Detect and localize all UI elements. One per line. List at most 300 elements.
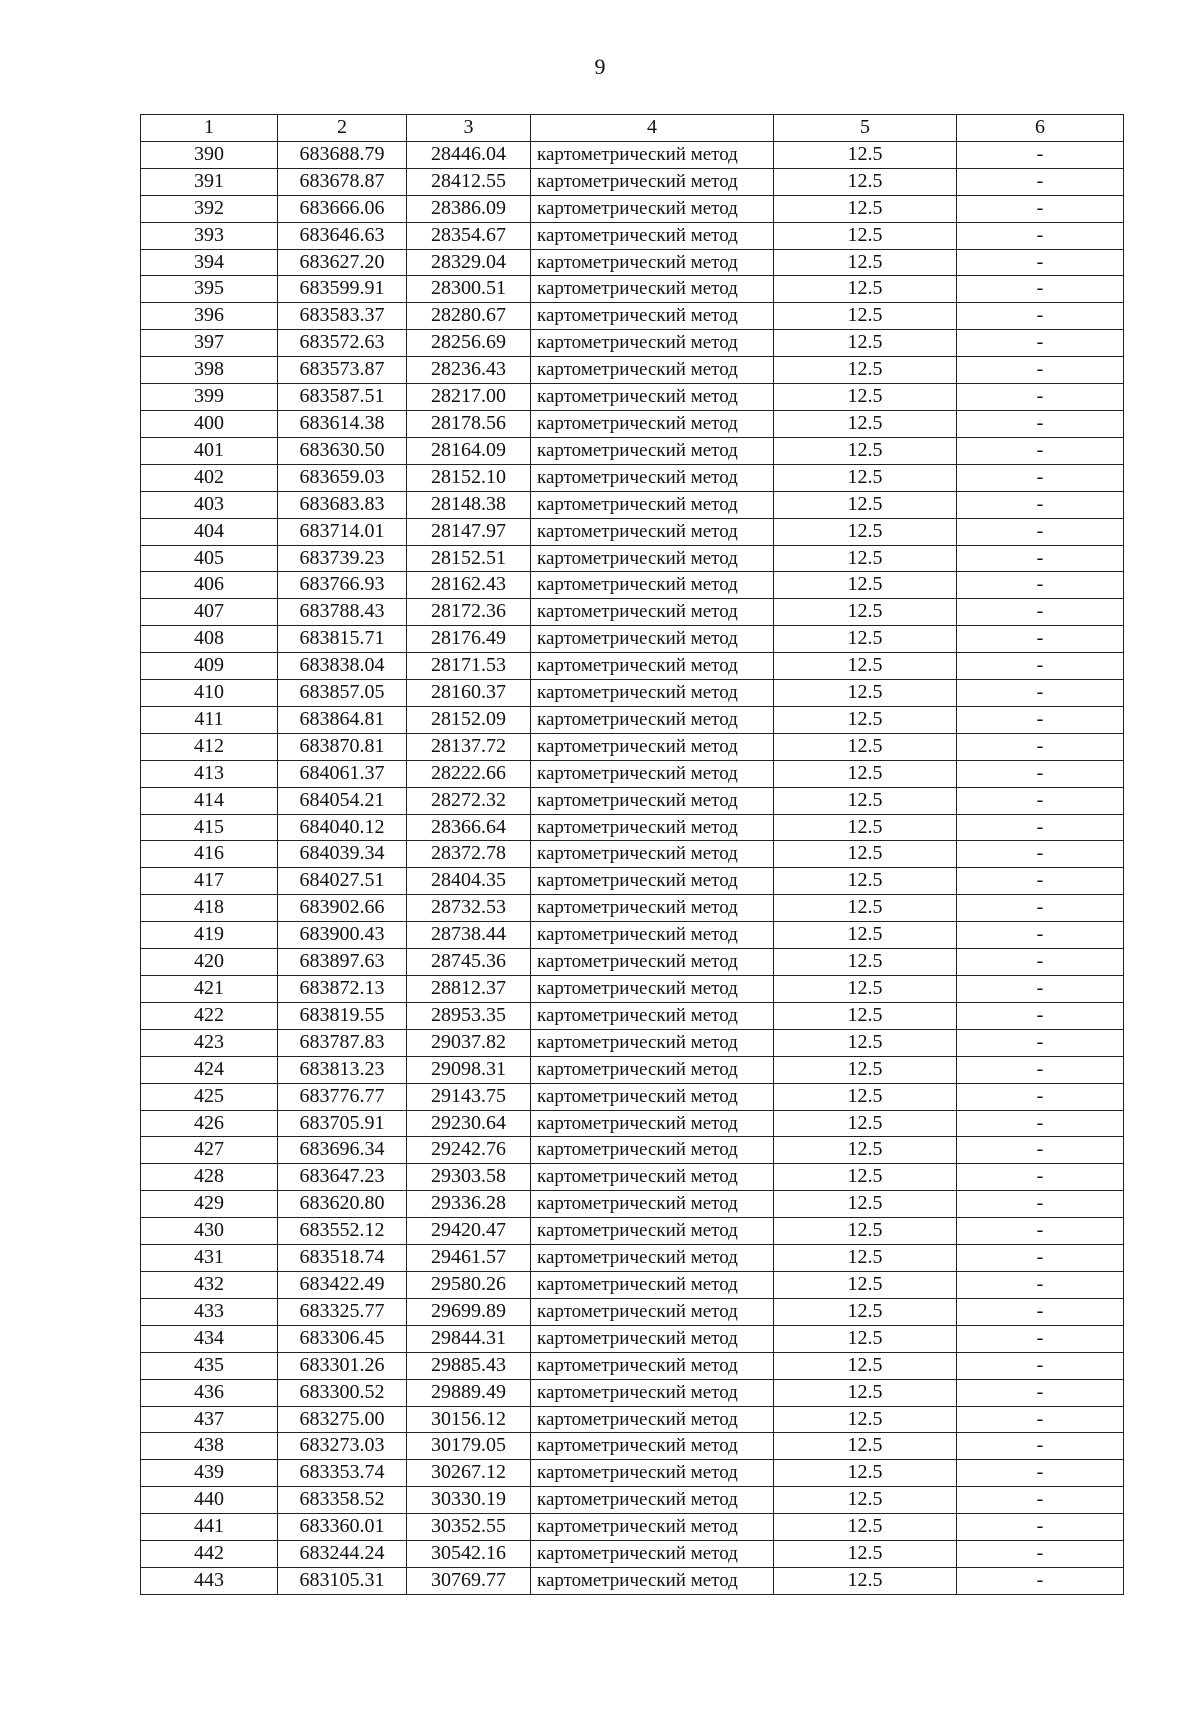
table-row — [141, 949, 1124, 976]
method-cell: картометрический метод — [531, 1164, 774, 1191]
point-number-cell: 397 — [141, 330, 278, 357]
accuracy-cell: 12.5 — [774, 384, 957, 411]
table-row — [141, 706, 1124, 733]
accuracy-cell: 12.5 — [774, 841, 957, 868]
description-cell: - — [957, 1298, 1124, 1325]
point-number-cell: 398 — [141, 357, 278, 384]
column-header-2: 2 — [278, 115, 407, 142]
accuracy-cell: 12.5 — [774, 680, 957, 707]
point-number-cell: 390 — [141, 141, 278, 168]
accuracy-cell: 12.5 — [774, 1245, 957, 1272]
description-cell: - — [957, 141, 1124, 168]
y-coordinate-cell: 28280.67 — [407, 303, 531, 330]
method-cell: картометрический метод — [531, 760, 774, 787]
point-number-cell: 420 — [141, 949, 278, 976]
description-cell: - — [957, 1379, 1124, 1406]
y-coordinate-cell: 30542.16 — [407, 1541, 531, 1568]
x-coordinate-cell: 683244.24 — [278, 1541, 407, 1568]
accuracy-cell: 12.5 — [774, 814, 957, 841]
table-row — [141, 330, 1124, 357]
description-cell: - — [957, 1271, 1124, 1298]
table-row — [141, 545, 1124, 572]
method-cell: картометрический метод — [531, 653, 774, 680]
accuracy-cell: 12.5 — [774, 868, 957, 895]
table-row — [141, 1541, 1124, 1568]
header-row — [141, 115, 1124, 142]
column-header-5: 5 — [774, 115, 957, 142]
table-row — [141, 1298, 1124, 1325]
point-number-cell: 416 — [141, 841, 278, 868]
accuracy-cell: 12.5 — [774, 1541, 957, 1568]
description-cell: - — [957, 384, 1124, 411]
point-number-cell: 408 — [141, 626, 278, 653]
point-number-cell: 414 — [141, 787, 278, 814]
y-coordinate-cell: 30156.12 — [407, 1406, 531, 1433]
y-coordinate-cell: 29580.26 — [407, 1271, 531, 1298]
point-number-cell: 438 — [141, 1433, 278, 1460]
description-cell: - — [957, 841, 1124, 868]
x-coordinate-cell: 683300.52 — [278, 1379, 407, 1406]
table-row — [141, 680, 1124, 707]
x-coordinate-cell: 683358.52 — [278, 1487, 407, 1514]
y-coordinate-cell: 28412.55 — [407, 168, 531, 195]
x-coordinate-cell: 683787.83 — [278, 1029, 407, 1056]
description-cell: - — [957, 922, 1124, 949]
y-coordinate-cell: 28446.04 — [407, 141, 531, 168]
x-coordinate-cell: 683620.80 — [278, 1191, 407, 1218]
x-coordinate-cell: 683353.74 — [278, 1460, 407, 1487]
accuracy-cell: 12.5 — [774, 1029, 957, 1056]
accuracy-cell: 12.5 — [774, 976, 957, 1003]
description-cell: - — [957, 1567, 1124, 1594]
method-cell: картометрический метод — [531, 1298, 774, 1325]
point-number-cell: 427 — [141, 1137, 278, 1164]
description-cell: - — [957, 330, 1124, 357]
table-row — [141, 1514, 1124, 1541]
y-coordinate-cell: 29461.57 — [407, 1245, 531, 1272]
method-cell: картометрический метод — [531, 1379, 774, 1406]
accuracy-cell: 12.5 — [774, 599, 957, 626]
column-header-1: 1 — [141, 115, 278, 142]
x-coordinate-cell: 683646.63 — [278, 222, 407, 249]
method-cell: картометрический метод — [531, 841, 774, 868]
x-coordinate-cell: 684054.21 — [278, 787, 407, 814]
x-coordinate-cell: 683900.43 — [278, 922, 407, 949]
x-coordinate-cell: 683301.26 — [278, 1352, 407, 1379]
table-row — [141, 1110, 1124, 1137]
accuracy-cell: 12.5 — [774, 357, 957, 384]
method-cell: картометрический метод — [531, 949, 774, 976]
method-cell: картометрический метод — [531, 895, 774, 922]
description-cell: - — [957, 626, 1124, 653]
point-number-cell: 436 — [141, 1379, 278, 1406]
accuracy-cell: 12.5 — [774, 706, 957, 733]
table-row — [141, 814, 1124, 841]
method-cell: картометрический метод — [531, 1406, 774, 1433]
point-number-cell: 435 — [141, 1352, 278, 1379]
point-number-cell: 395 — [141, 276, 278, 303]
x-coordinate-cell: 683647.23 — [278, 1164, 407, 1191]
y-coordinate-cell: 28732.53 — [407, 895, 531, 922]
point-number-cell: 396 — [141, 303, 278, 330]
accuracy-cell: 12.5 — [774, 895, 957, 922]
table-row — [141, 1164, 1124, 1191]
point-number-cell: 407 — [141, 599, 278, 626]
method-cell: картометрический метод — [531, 491, 774, 518]
table-row — [141, 303, 1124, 330]
y-coordinate-cell: 30267.12 — [407, 1460, 531, 1487]
point-number-cell: 429 — [141, 1191, 278, 1218]
method-cell: картометрический метод — [531, 330, 774, 357]
accuracy-cell: 12.5 — [774, 1056, 957, 1083]
x-coordinate-cell: 683572.63 — [278, 330, 407, 357]
accuracy-cell: 12.5 — [774, 1083, 957, 1110]
x-coordinate-cell: 683870.81 — [278, 733, 407, 760]
point-number-cell: 419 — [141, 922, 278, 949]
description-cell: - — [957, 1514, 1124, 1541]
method-cell: картометрический метод — [531, 249, 774, 276]
y-coordinate-cell: 28152.51 — [407, 545, 531, 572]
y-coordinate-cell: 28217.00 — [407, 384, 531, 411]
x-coordinate-cell: 683813.23 — [278, 1056, 407, 1083]
y-coordinate-cell: 28152.09 — [407, 706, 531, 733]
point-number-cell: 405 — [141, 545, 278, 572]
description-cell: - — [957, 680, 1124, 707]
point-number-cell: 430 — [141, 1218, 278, 1245]
description-cell: - — [957, 1191, 1124, 1218]
accuracy-cell: 12.5 — [774, 545, 957, 572]
table-row — [141, 1325, 1124, 1352]
description-cell: - — [957, 1110, 1124, 1137]
description-cell: - — [957, 760, 1124, 787]
table-row — [141, 1379, 1124, 1406]
point-number-cell: 392 — [141, 195, 278, 222]
point-number-cell: 428 — [141, 1164, 278, 1191]
x-coordinate-cell: 683705.91 — [278, 1110, 407, 1137]
table-row — [141, 1191, 1124, 1218]
method-cell: картометрический метод — [531, 1137, 774, 1164]
y-coordinate-cell: 28354.67 — [407, 222, 531, 249]
point-number-cell: 424 — [141, 1056, 278, 1083]
x-coordinate-cell: 683552.12 — [278, 1218, 407, 1245]
x-coordinate-cell: 683897.63 — [278, 949, 407, 976]
y-coordinate-cell: 28236.43 — [407, 357, 531, 384]
description-cell: - — [957, 222, 1124, 249]
method-cell: картометрический метод — [531, 572, 774, 599]
y-coordinate-cell: 28329.04 — [407, 249, 531, 276]
description-cell: - — [957, 518, 1124, 545]
table-row — [141, 895, 1124, 922]
table-body — [141, 141, 1124, 1594]
table-row — [141, 1567, 1124, 1594]
accuracy-cell: 12.5 — [774, 1271, 957, 1298]
method-cell: картометрический метод — [531, 384, 774, 411]
description-cell: - — [957, 249, 1124, 276]
description-cell: - — [957, 168, 1124, 195]
accuracy-cell: 12.5 — [774, 653, 957, 680]
method-cell: картометрический метод — [531, 410, 774, 437]
y-coordinate-cell: 28178.56 — [407, 410, 531, 437]
y-coordinate-cell: 28745.36 — [407, 949, 531, 976]
description-cell: - — [957, 195, 1124, 222]
accuracy-cell: 12.5 — [774, 1325, 957, 1352]
table-row — [141, 976, 1124, 1003]
table-row — [141, 1460, 1124, 1487]
point-number-cell: 442 — [141, 1541, 278, 1568]
description-cell: - — [957, 276, 1124, 303]
x-coordinate-cell: 683614.38 — [278, 410, 407, 437]
accuracy-cell: 12.5 — [774, 1110, 957, 1137]
method-cell: картометрический метод — [531, 787, 774, 814]
description-cell: - — [957, 1460, 1124, 1487]
accuracy-cell: 12.5 — [774, 1191, 957, 1218]
accuracy-cell: 12.5 — [774, 195, 957, 222]
method-cell: картометрический метод — [531, 976, 774, 1003]
description-cell: - — [957, 895, 1124, 922]
accuracy-cell: 12.5 — [774, 303, 957, 330]
accuracy-cell: 12.5 — [774, 1002, 957, 1029]
point-number-cell: 391 — [141, 168, 278, 195]
y-coordinate-cell: 29844.31 — [407, 1325, 531, 1352]
table-row — [141, 195, 1124, 222]
y-coordinate-cell: 28812.37 — [407, 976, 531, 1003]
x-coordinate-cell: 683872.13 — [278, 976, 407, 1003]
method-cell: картометрический метод — [531, 1110, 774, 1137]
table-row — [141, 787, 1124, 814]
table-row — [141, 437, 1124, 464]
method-cell: картометрический метод — [531, 222, 774, 249]
table-row — [141, 572, 1124, 599]
accuracy-cell: 12.5 — [774, 949, 957, 976]
point-number-cell: 422 — [141, 1002, 278, 1029]
point-number-cell: 402 — [141, 464, 278, 491]
table-row — [141, 599, 1124, 626]
x-coordinate-cell: 683518.74 — [278, 1245, 407, 1272]
method-cell: картометрический метод — [531, 1245, 774, 1272]
description-cell: - — [957, 1137, 1124, 1164]
method-cell: картометрический метод — [531, 141, 774, 168]
x-coordinate-cell: 684039.34 — [278, 841, 407, 868]
y-coordinate-cell: 28171.53 — [407, 653, 531, 680]
method-cell: картометрический метод — [531, 1191, 774, 1218]
method-cell: картометрический метод — [531, 168, 774, 195]
point-number-cell: 411 — [141, 706, 278, 733]
method-cell: картометрический метод — [531, 1514, 774, 1541]
description-cell: - — [957, 1083, 1124, 1110]
table-row — [141, 222, 1124, 249]
table-row — [141, 410, 1124, 437]
y-coordinate-cell: 28256.69 — [407, 330, 531, 357]
description-cell: - — [957, 787, 1124, 814]
method-cell: картометрический метод — [531, 1002, 774, 1029]
description-cell: - — [957, 1487, 1124, 1514]
description-cell: - — [957, 1433, 1124, 1460]
accuracy-cell: 12.5 — [774, 437, 957, 464]
y-coordinate-cell: 29037.82 — [407, 1029, 531, 1056]
point-number-cell: 415 — [141, 814, 278, 841]
y-coordinate-cell: 28137.72 — [407, 733, 531, 760]
point-number-cell: 393 — [141, 222, 278, 249]
point-number-cell: 403 — [141, 491, 278, 518]
method-cell: картометрический метод — [531, 680, 774, 707]
x-coordinate-cell: 683587.51 — [278, 384, 407, 411]
accuracy-cell: 12.5 — [774, 141, 957, 168]
description-cell: - — [957, 303, 1124, 330]
point-number-cell: 399 — [141, 384, 278, 411]
point-number-cell: 400 — [141, 410, 278, 437]
table-row — [141, 464, 1124, 491]
y-coordinate-cell: 28148.38 — [407, 491, 531, 518]
y-coordinate-cell: 28176.49 — [407, 626, 531, 653]
x-coordinate-cell: 683815.71 — [278, 626, 407, 653]
accuracy-cell: 12.5 — [774, 1379, 957, 1406]
point-number-cell: 434 — [141, 1325, 278, 1352]
accuracy-cell: 12.5 — [774, 330, 957, 357]
point-number-cell: 425 — [141, 1083, 278, 1110]
point-number-cell: 413 — [141, 760, 278, 787]
coordinates-table — [140, 114, 1124, 1595]
x-coordinate-cell: 683714.01 — [278, 518, 407, 545]
table-row — [141, 168, 1124, 195]
table-row — [141, 868, 1124, 895]
point-number-cell: 426 — [141, 1110, 278, 1137]
description-cell: - — [957, 1406, 1124, 1433]
table-row — [141, 141, 1124, 168]
description-cell: - — [957, 491, 1124, 518]
method-cell: картометрический метод — [531, 1029, 774, 1056]
x-coordinate-cell: 683573.87 — [278, 357, 407, 384]
x-coordinate-cell: 683627.20 — [278, 249, 407, 276]
column-header-3: 3 — [407, 115, 531, 142]
point-number-cell: 404 — [141, 518, 278, 545]
accuracy-cell: 12.5 — [774, 168, 957, 195]
x-coordinate-cell: 683864.81 — [278, 706, 407, 733]
table-row — [141, 1271, 1124, 1298]
point-number-cell: 433 — [141, 1298, 278, 1325]
description-cell: - — [957, 410, 1124, 437]
y-coordinate-cell: 30769.77 — [407, 1567, 531, 1594]
column-header-4: 4 — [531, 115, 774, 142]
point-number-cell: 439 — [141, 1460, 278, 1487]
y-coordinate-cell: 29336.28 — [407, 1191, 531, 1218]
y-coordinate-cell: 29885.43 — [407, 1352, 531, 1379]
y-coordinate-cell: 28372.78 — [407, 841, 531, 868]
table-row — [141, 1218, 1124, 1245]
x-coordinate-cell: 683688.79 — [278, 141, 407, 168]
x-coordinate-cell: 683275.00 — [278, 1406, 407, 1433]
x-coordinate-cell: 683599.91 — [278, 276, 407, 303]
method-cell: картометрический метод — [531, 276, 774, 303]
table-row — [141, 760, 1124, 787]
method-cell: картометрический метод — [531, 1325, 774, 1352]
method-cell: картометрический метод — [531, 1056, 774, 1083]
y-coordinate-cell: 30330.19 — [407, 1487, 531, 1514]
description-cell: - — [957, 868, 1124, 895]
x-coordinate-cell: 683678.87 — [278, 168, 407, 195]
table-row — [141, 1056, 1124, 1083]
description-cell: - — [957, 814, 1124, 841]
accuracy-cell: 12.5 — [774, 760, 957, 787]
method-cell: картометрический метод — [531, 1352, 774, 1379]
method-cell: картометрический метод — [531, 437, 774, 464]
method-cell: картометрический метод — [531, 1433, 774, 1460]
description-cell: - — [957, 1002, 1124, 1029]
y-coordinate-cell: 29699.89 — [407, 1298, 531, 1325]
description-cell: - — [957, 572, 1124, 599]
accuracy-cell: 12.5 — [774, 1164, 957, 1191]
column-header-6: 6 — [957, 115, 1124, 142]
x-coordinate-cell: 683776.77 — [278, 1083, 407, 1110]
x-coordinate-cell: 683766.93 — [278, 572, 407, 599]
y-coordinate-cell: 28386.09 — [407, 195, 531, 222]
table-row — [141, 1083, 1124, 1110]
x-coordinate-cell: 683360.01 — [278, 1514, 407, 1541]
y-coordinate-cell: 29098.31 — [407, 1056, 531, 1083]
point-number-cell: 431 — [141, 1245, 278, 1272]
table-row — [141, 841, 1124, 868]
accuracy-cell: 12.5 — [774, 222, 957, 249]
point-number-cell: 441 — [141, 1514, 278, 1541]
accuracy-cell: 12.5 — [774, 1352, 957, 1379]
method-cell: картометрический метод — [531, 733, 774, 760]
description-cell: - — [957, 653, 1124, 680]
x-coordinate-cell: 683583.37 — [278, 303, 407, 330]
x-coordinate-cell: 683325.77 — [278, 1298, 407, 1325]
x-coordinate-cell: 683105.31 — [278, 1567, 407, 1594]
point-number-cell: 417 — [141, 868, 278, 895]
point-number-cell: 412 — [141, 733, 278, 760]
accuracy-cell: 12.5 — [774, 1460, 957, 1487]
y-coordinate-cell: 28162.43 — [407, 572, 531, 599]
table-row — [141, 1245, 1124, 1272]
method-cell: картометрический метод — [531, 1541, 774, 1568]
accuracy-cell: 12.5 — [774, 787, 957, 814]
description-cell: - — [957, 1218, 1124, 1245]
point-number-cell: 432 — [141, 1271, 278, 1298]
accuracy-cell: 12.5 — [774, 1433, 957, 1460]
x-coordinate-cell: 683838.04 — [278, 653, 407, 680]
table-row — [141, 249, 1124, 276]
table-row — [141, 922, 1124, 949]
x-coordinate-cell: 683902.66 — [278, 895, 407, 922]
y-coordinate-cell: 28953.35 — [407, 1002, 531, 1029]
point-number-cell: 406 — [141, 572, 278, 599]
description-cell: - — [957, 733, 1124, 760]
point-number-cell: 443 — [141, 1567, 278, 1594]
point-number-cell: 440 — [141, 1487, 278, 1514]
description-cell: - — [957, 949, 1124, 976]
accuracy-cell: 12.5 — [774, 1137, 957, 1164]
x-coordinate-cell: 684040.12 — [278, 814, 407, 841]
table-row — [141, 1029, 1124, 1056]
x-coordinate-cell: 683273.03 — [278, 1433, 407, 1460]
table-row — [141, 384, 1124, 411]
y-coordinate-cell: 30179.05 — [407, 1433, 531, 1460]
method-cell: картометрический метод — [531, 545, 774, 572]
table-row — [141, 1137, 1124, 1164]
description-cell: - — [957, 437, 1124, 464]
page-number: 9 — [594, 54, 606, 79]
table-row — [141, 1406, 1124, 1433]
description-cell: - — [957, 1029, 1124, 1056]
y-coordinate-cell: 28222.66 — [407, 760, 531, 787]
description-cell: - — [957, 357, 1124, 384]
y-coordinate-cell: 28366.64 — [407, 814, 531, 841]
table-row — [141, 1433, 1124, 1460]
method-cell: картометрический метод — [531, 464, 774, 491]
table-row — [141, 491, 1124, 518]
point-number-cell: 401 — [141, 437, 278, 464]
